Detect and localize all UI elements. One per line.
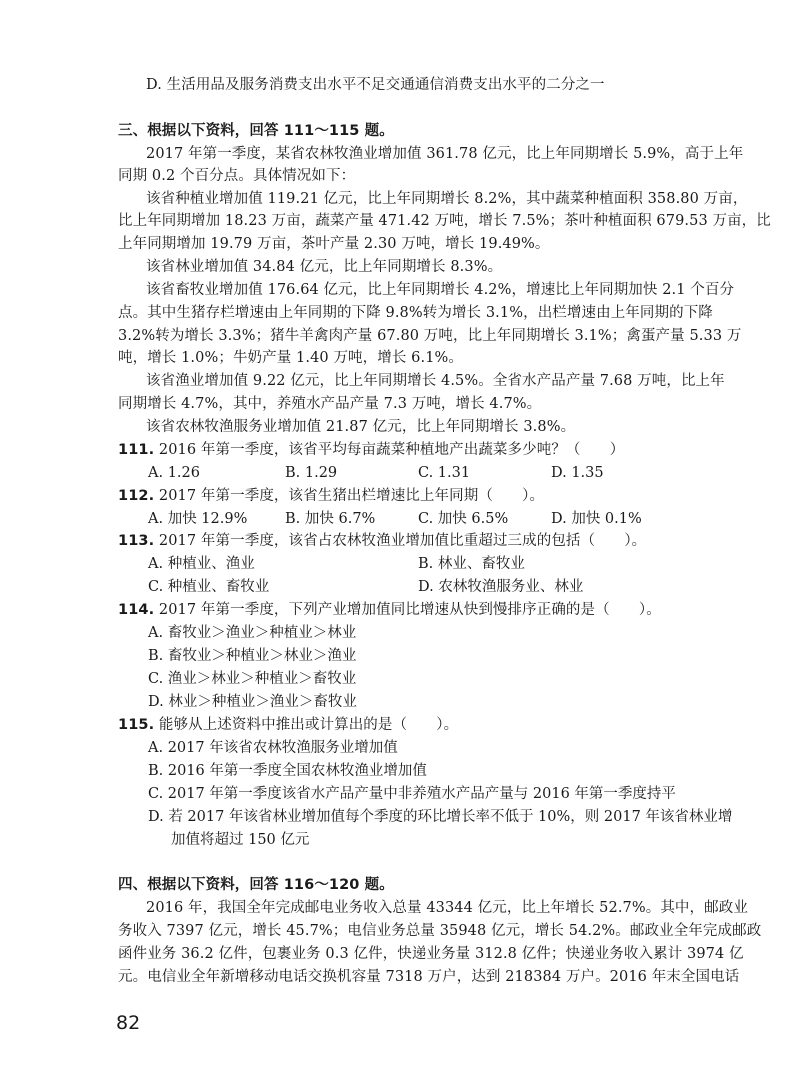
passage-line: 2016 年，我国全年完成邮电业务收入总量 43344 亿元，比上年增长 52.7%。其中，邮政业	[146, 900, 748, 916]
option-a[interactable]: A. 2017 年该省农林牧渔服务业增加值	[148, 740, 398, 756]
question-text: 2017 年第一季度，该省占农林牧渔业增加值比重超过三成的包括（ ）。	[158, 533, 647, 549]
page-number: 82	[116, 1012, 141, 1034]
option-d[interactable]: D. 1.35	[551, 465, 604, 481]
option-c[interactable]: C. 渔业＞林业＞种植业＞畜牧业	[148, 671, 357, 687]
option-c[interactable]: C. 加快 6.5%	[418, 511, 509, 527]
question-111	[118, 440, 624, 460]
passage-line: 2017 年第一季度，某省农林牧渔业增加值 361.78 亿元，比上年同期增长 5.9%，高于上年	[146, 146, 744, 162]
passage-line: 函件业务 36.2 亿件，包裹业务 0.3 亿件，快递业务量 312.8 亿件；快递业务收入累计 3974 亿	[118, 946, 744, 962]
question-number: 115.	[118, 717, 155, 733]
question-115	[118, 715, 458, 735]
section4-heading: 四、根据以下资料，回答 116～120 题。	[118, 877, 394, 893]
question-text: 2017 年第一季度，该省生猪出栏增速比上年同期（ ）。	[158, 488, 545, 504]
passage-line: 吨，增长 1.0%；牛奶产量 1.40 万吨，增长 6.1%。	[118, 350, 463, 366]
passage-line: 元。电信业全年新增移动电话交换机容量 7318 万户，达到 218384 万户。2016 年末全国电话	[118, 969, 740, 985]
question-number: 112.	[118, 488, 155, 504]
option-a[interactable]: A. 加快 12.9%	[148, 511, 248, 527]
passage-line: 3.2%转为增长 3.3%；猪牛羊禽肉产量 67.80 万吨，比上年同期增长 3.1%；禽蛋产量 5.33 万	[118, 328, 742, 344]
question-number: 111.	[118, 442, 155, 458]
option-b[interactable]: B. 2016 年第一季度全国农林牧渔业增加值	[148, 763, 427, 779]
option-b[interactable]: B. 畜牧业＞种植业＞林业＞渔业	[148, 648, 357, 664]
passage-line: 该省畜牧业增加值 176.64 亿元，比上年同期增长 4.2%，增速比上年同期加快 2.1 个百分	[146, 282, 735, 298]
option-c[interactable]: C. 种植业、畜牧业	[148, 579, 270, 595]
passage-line: 该省农林牧渔服务业增加值 21.87 亿元，比上年同期增长 3.8%。	[146, 419, 576, 435]
option-d[interactable]: D. 林业＞种植业＞渔业＞畜牧业	[148, 694, 357, 710]
prev-question-option-d: D. 生活用品及服务消费支出水平不足交通通信消费支出水平的二分之一	[146, 77, 605, 93]
passage-line: 比上年同期增加 18.23 万亩，蔬菜产量 471.42 万吨，增长 7.5%；茶叶种植面积 679.53 万亩，比	[118, 213, 771, 229]
passage-line: 务收入 7397 亿元，增长 45.7%；电信业务总量 35948 亿元，增长 54.2%。邮政业全年完成邮政	[118, 923, 762, 939]
option-b[interactable]: B. 加快 6.7%	[285, 511, 376, 527]
option-c[interactable]: C. 2017 年第一季度该省水产品产量中非养殖水产品产量与 2016 年第一季度持平	[148, 786, 676, 802]
passage-line: 该省林业增加值 34.84 亿元，比上年同期增长 8.3%。	[146, 259, 503, 275]
option-d[interactable]: D. 农林牧渔服务业、林业	[418, 579, 584, 595]
option-d[interactable]: D. 加快 0.1%	[551, 511, 642, 527]
question-114	[118, 600, 661, 620]
option-a[interactable]: A. 种植业、渔业	[148, 556, 255, 572]
option-d[interactable]: D. 若 2017 年该省林业增加值每个季度的环比增长率不低于 10%，则 2017 年该省林业增	[148, 809, 733, 825]
passage-line: 同期增长 4.7%，其中，养殖水产品产量 7.3 万吨，增长 4.7%。	[118, 396, 542, 412]
option-b[interactable]: B. 1.29	[285, 465, 338, 481]
option-b[interactable]: B. 林业、畜牧业	[418, 556, 525, 572]
option-d-continuation: 加值将超过 150 亿元	[171, 832, 310, 848]
question-number: 113.	[118, 533, 155, 549]
option-a[interactable]: A. 畜牧业＞渔业＞种植业＞林业	[148, 625, 357, 641]
passage-line: 该省渔业增加值 9.22 亿元，比上年同期增长 4.5%。全省水产品产量 7.68 万吨，比上年	[146, 373, 725, 389]
passage-line: 同期 0.2 个百分点。具体情况如下：	[118, 168, 356, 184]
question-number: 114.	[118, 602, 155, 618]
passage-line: 点。其中生猪存栏增速由上年同期的下降 9.8%转为增长 3.1%，出栏增速由上年同期的下降	[118, 305, 713, 321]
question-text: 2016 年第一季度，该省平均每亩蔬菜种植地产出蔬菜多少吨？（ ）	[158, 442, 625, 458]
question-112	[118, 486, 544, 506]
question-text: 能够从上述资料中推出或计算出的是（ ）。	[158, 717, 459, 733]
option-a[interactable]: A. 1.26	[148, 465, 200, 481]
option-c[interactable]: C. 1.31	[418, 465, 471, 481]
passage-line: 上年同期增加 19.79 万亩，茶叶产量 2.30 万吨，增长 19.49%。	[118, 236, 550, 252]
section3-heading: 三、根据以下资料，回答 111～115 题。	[118, 123, 394, 139]
question-text: 2017 年第一季度，下列产业增加值同比增速从快到慢排序正确的是（ ）。	[158, 602, 661, 618]
passage-line: 该省种植业增加值 119.21 亿元，比上年同期增长 8.2%，其中蔬菜种植面积 358.80 万亩，	[146, 191, 748, 207]
question-113	[118, 531, 646, 551]
